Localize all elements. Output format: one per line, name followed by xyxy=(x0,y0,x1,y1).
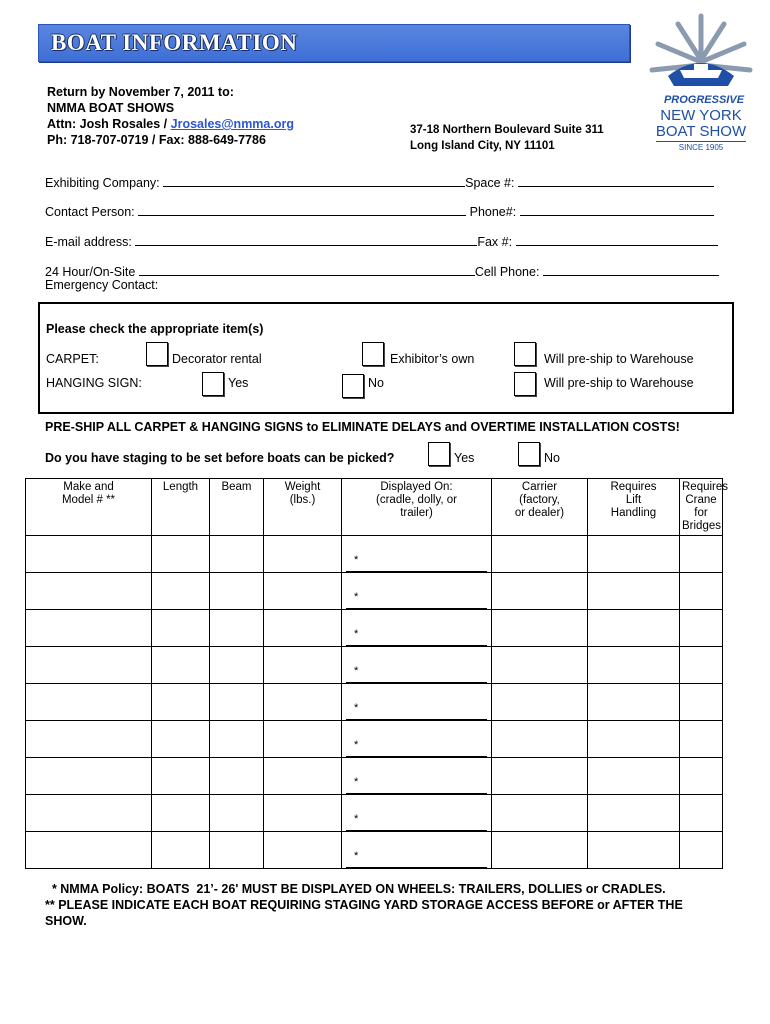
wheels-policy-marker: * xyxy=(354,554,359,566)
exhibiting-company-field[interactable] xyxy=(163,174,465,187)
staging-question: Do you have staging to be set before boats can be picked? xyxy=(45,451,395,465)
table-cell[interactable] xyxy=(152,684,210,721)
table-cell[interactable] xyxy=(264,684,342,721)
table-cell[interactable] xyxy=(588,610,680,647)
policy-notes xyxy=(45,881,725,929)
col-beam: Beam xyxy=(210,479,264,536)
table-cell[interactable] xyxy=(342,647,492,684)
hanging-preship-label: Will pre-ship to Warehouse xyxy=(544,376,694,390)
table-cell[interactable] xyxy=(680,573,723,610)
space-field[interactable] xyxy=(518,174,714,187)
page-title: BOAT INFORMATION xyxy=(51,30,298,55)
attn-text: Attn: Josh Rosales / xyxy=(47,117,171,131)
email-row xyxy=(45,233,718,249)
email-label: E-mail address: xyxy=(45,235,132,249)
table-cell[interactable] xyxy=(680,832,723,869)
contact-person-label: Contact Person: xyxy=(45,205,135,219)
hanging-preship-checkbox[interactable] xyxy=(514,372,536,396)
carpet-label: CARPET: xyxy=(46,352,99,366)
table-cell[interactable] xyxy=(264,832,342,869)
table-cell[interactable] xyxy=(264,573,342,610)
phone-field[interactable] xyxy=(520,203,714,216)
email-link[interactable]: Jrosales@nmma.org xyxy=(170,117,294,131)
table-cell[interactable] xyxy=(26,573,152,610)
table-cell[interactable] xyxy=(492,610,588,647)
table-cell[interactable] xyxy=(152,832,210,869)
return-org: NMMA BOAT SHOWS xyxy=(47,101,175,115)
table-cell[interactable] xyxy=(342,610,492,647)
table-cell[interactable] xyxy=(680,647,723,684)
table-cell[interactable] xyxy=(26,684,152,721)
wheels-policy-marker: * xyxy=(354,665,359,677)
logo-line-2: BOAT SHOW xyxy=(655,123,747,140)
return-phone: Ph: 718-707-0719 / Fax: 888-649-7786 xyxy=(47,133,266,147)
col-weight: Weight (lbs.) xyxy=(264,479,342,536)
table-cell[interactable] xyxy=(680,684,723,721)
onsite-label-1: 24 Hour/On-Site xyxy=(45,265,136,279)
table-cell[interactable] xyxy=(588,536,680,573)
return-attn xyxy=(47,116,294,132)
wheels-policy-marker: * xyxy=(354,702,359,714)
table-row xyxy=(26,795,723,832)
table-cell[interactable] xyxy=(588,684,680,721)
exhibiting-company-row xyxy=(45,174,714,190)
return-date: Return by November 7, 2011 to: xyxy=(47,85,234,99)
table-cell[interactable] xyxy=(26,758,152,795)
table-cell[interactable] xyxy=(152,610,210,647)
table-cell[interactable] xyxy=(680,536,723,573)
table-header-row xyxy=(26,479,723,536)
table-cell[interactable] xyxy=(342,758,492,795)
email-field[interactable] xyxy=(135,233,477,246)
table-cell[interactable] xyxy=(264,647,342,684)
table-cell[interactable] xyxy=(210,573,264,610)
table-cell[interactable] xyxy=(342,832,492,869)
logo-since: SINCE 1905 xyxy=(678,143,724,152)
hanging-sign-label: HANGING SIGN: xyxy=(46,376,142,390)
table-cell[interactable] xyxy=(26,832,152,869)
hanging-no-checkbox[interactable] xyxy=(342,374,364,398)
staging-yes-checkbox[interactable] xyxy=(428,442,450,466)
display-underline xyxy=(346,867,487,868)
table-cell[interactable] xyxy=(152,536,210,573)
table-row xyxy=(26,536,723,573)
table-cell[interactable] xyxy=(264,758,342,795)
onsite-field[interactable] xyxy=(139,263,475,276)
table-cell[interactable] xyxy=(342,536,492,573)
table-cell[interactable] xyxy=(26,536,152,573)
contact-person-field[interactable] xyxy=(138,203,466,216)
table-cell[interactable] xyxy=(342,795,492,832)
table-cell[interactable] xyxy=(152,573,210,610)
table-cell[interactable] xyxy=(26,610,152,647)
table-cell[interactable] xyxy=(588,647,680,684)
check-items-section xyxy=(38,302,734,414)
table-cell[interactable] xyxy=(210,536,264,573)
logo-divider xyxy=(656,141,746,142)
table-cell[interactable] xyxy=(492,721,588,758)
hanging-yes-label: Yes xyxy=(228,376,249,390)
table-cell[interactable] xyxy=(588,573,680,610)
onsite-label-2: Emergency Contact: xyxy=(45,278,159,292)
onsite-row xyxy=(45,263,719,279)
carpet-preship-label: Will pre-ship to Warehouse xyxy=(544,352,694,366)
table-cell[interactable] xyxy=(342,573,492,610)
table-cell[interactable] xyxy=(210,832,264,869)
table-cell[interactable] xyxy=(264,795,342,832)
exhibiting-company-label: Exhibiting Company: xyxy=(45,176,160,190)
col-lift-handling: Requires Lift Handling xyxy=(588,479,680,536)
col-crane-bridges: Requires Crane for Bridges xyxy=(680,479,723,536)
preship-notice: PRE-SHIP ALL CARPET & HANGING SIGNS to ELIMINATE DELAYS and OVERTIME INSTALLATION COSTS! xyxy=(45,420,680,434)
address-line-2: Long Island City, NY 11101 xyxy=(410,140,555,152)
table-cell[interactable] xyxy=(210,721,264,758)
table-cell[interactable] xyxy=(492,832,588,869)
cell-field[interactable] xyxy=(543,263,719,276)
table-cell[interactable] xyxy=(264,610,342,647)
note-staging: ** PLEASE INDICATE EACH BOAT REQUIRING STAGING YARD STORAGE ACCESS BEFORE or AFTER THE SHOW. xyxy=(45,898,683,928)
table-cell[interactable] xyxy=(264,536,342,573)
table-cell[interactable] xyxy=(680,758,723,795)
table-row xyxy=(26,684,723,721)
table-cell[interactable] xyxy=(342,684,492,721)
table-cell[interactable] xyxy=(342,721,492,758)
table-cell[interactable] xyxy=(492,758,588,795)
wheels-policy-marker: * xyxy=(354,813,359,825)
col-carrier: Carrier (factory, or dealer) xyxy=(492,479,588,536)
boat-table xyxy=(25,478,729,869)
decorator-rental-checkbox[interactable] xyxy=(146,342,168,366)
col-displayed-on: Displayed On: (cradle, dolly, or trailer) xyxy=(342,479,492,536)
carpet-preship-checkbox[interactable] xyxy=(514,342,536,366)
table-cell[interactable] xyxy=(588,832,680,869)
table-row xyxy=(26,721,723,758)
exhibitor-own-checkbox[interactable] xyxy=(362,342,384,366)
wheels-policy-marker: * xyxy=(354,850,359,862)
logo-line-1: NEW YORK xyxy=(660,107,742,124)
col-make-model: Make and Model # ** xyxy=(26,479,152,536)
fax-field[interactable] xyxy=(516,233,718,246)
table-row xyxy=(26,647,723,684)
hanging-no-label: No xyxy=(368,376,384,390)
table-cell[interactable] xyxy=(210,758,264,795)
phone-label: Phone#: xyxy=(469,205,517,219)
table-cell[interactable] xyxy=(26,647,152,684)
table-cell[interactable] xyxy=(210,610,264,647)
table-cell[interactable] xyxy=(680,795,723,832)
cell-label: Cell Phone: xyxy=(474,265,540,279)
table-cell[interactable] xyxy=(264,721,342,758)
table-cell[interactable] xyxy=(492,795,588,832)
table-cell[interactable] xyxy=(680,610,723,647)
title-banner xyxy=(38,24,630,62)
note-wheels: * NMMA Policy: BOATS 21’- 26' MUST BE DISPLAYED ON WHEELS: TRAILERS, DOLLIES or CRADLES. xyxy=(45,882,666,896)
table-cell[interactable] xyxy=(152,758,210,795)
hanging-yes-checkbox[interactable] xyxy=(202,372,224,396)
wheels-policy-marker: * xyxy=(354,628,359,640)
table-cell[interactable] xyxy=(26,721,152,758)
boat-show-logo xyxy=(648,10,754,156)
col-length: Length xyxy=(152,479,210,536)
wheels-policy-marker: * xyxy=(354,739,359,751)
table-cell[interactable] xyxy=(588,758,680,795)
table-row xyxy=(26,758,723,795)
staging-no-label: No xyxy=(544,451,560,465)
table-cell[interactable] xyxy=(588,721,680,758)
return-info xyxy=(47,84,294,148)
address-line-1: 37-18 Northern Boulevard Suite 311 xyxy=(410,124,604,136)
table-cell[interactable] xyxy=(492,684,588,721)
check-heading: Please check the appropriate item(s) xyxy=(46,322,264,336)
mailing-address xyxy=(410,122,604,154)
table-cell[interactable] xyxy=(492,573,588,610)
table-cell[interactable] xyxy=(588,795,680,832)
staging-yes-label: Yes xyxy=(454,451,475,465)
table-cell[interactable] xyxy=(152,647,210,684)
contact-person-row xyxy=(45,203,714,219)
fax-label: Fax #: xyxy=(477,235,513,249)
table-cell[interactable] xyxy=(680,721,723,758)
table-cell[interactable] xyxy=(152,795,210,832)
wheels-policy-marker: * xyxy=(354,591,359,603)
table-cell[interactable] xyxy=(152,721,210,758)
table-cell[interactable] xyxy=(210,647,264,684)
wheels-policy-marker: * xyxy=(354,776,359,788)
table-cell[interactable] xyxy=(210,684,264,721)
table-row xyxy=(26,610,723,647)
table-cell[interactable] xyxy=(492,536,588,573)
table-row xyxy=(26,832,723,869)
staging-no-checkbox[interactable] xyxy=(518,442,540,466)
table-cell[interactable] xyxy=(210,795,264,832)
decorator-rental-label: Decorator rental xyxy=(172,352,262,366)
space-label: Space #: xyxy=(465,176,515,190)
table-cell[interactable] xyxy=(492,647,588,684)
table-row xyxy=(26,573,723,610)
table-cell[interactable] xyxy=(26,795,152,832)
logo-sponsor: PROGRESSIVE xyxy=(663,94,745,106)
exhibitor-own-label: Exhibitor’s own xyxy=(390,352,475,366)
